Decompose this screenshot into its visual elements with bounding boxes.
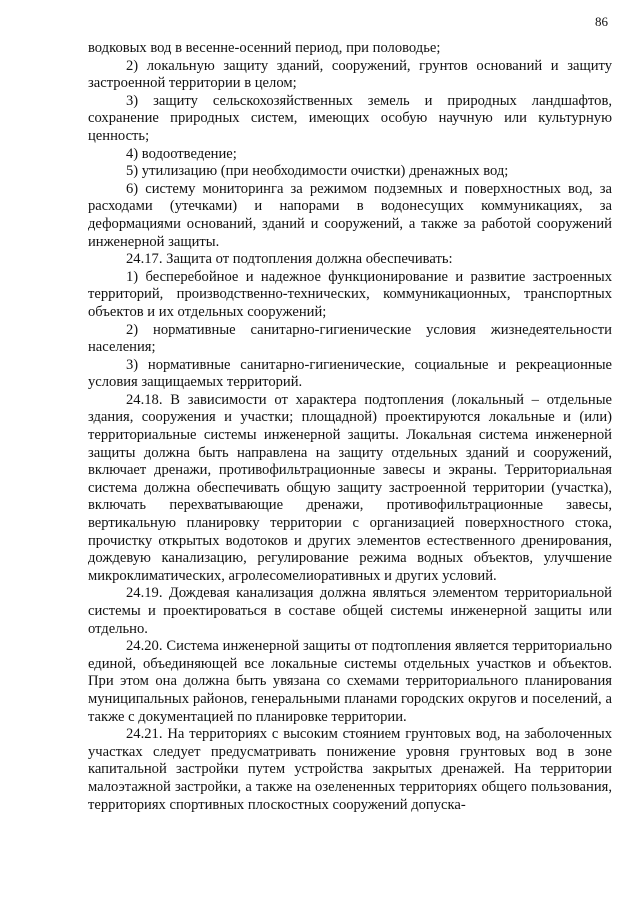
- list-item-2-sanitary-conditions: 2) нормативные санитарно-гигиенические условия жизнедеятельности населения;: [88, 321, 612, 356]
- list-item-6-monitoring: 6) систему мониторинга за режимом подземных и поверхностных вод, за расходами (утечками) и напорами в водонесущих коммуникациях, за деформациями оснований, зданий и сооружений, а также за работой сооружений инженерной защиты.: [88, 180, 612, 250]
- list-item-3-agricultural-land: 3) защиту сельскохозяйственных земель и природных ландшафтов, сохранение природных систем, имеющих особую научную или культурную ценность;: [88, 92, 612, 144]
- list-item-2-local-protection: 2) локальную защиту зданий, сооружений, грунтов оснований и защиту застроенной территории в целом;: [88, 57, 612, 92]
- paragraph-continuation: водковых вод в весенне-осенний период, при половодье;: [88, 40, 441, 56]
- section-24-18: 24.18. В зависимости от характера подтопления (локальный – отдельные здания, сооружения и участки; площадной) проектируются локальные и (или) территориальные системы инженерной защиты. Локальная система инженерной защиты должна быть направлена на защиту отдельных зданий и сооружений, включает дренажи, противофильтрационные завесы и экраны. Территориальная система должна обеспечивать общую защиту застроенной территории (участка), включать перехватывающие дренажи, противофильтрационные завесы, вертикальную планировку территории с организацией поверхностного стока, прочистку открытых водотоков и других элементов естественного дренирования, дождевую канализацию, регулирование режима водных объектов, улучшение микроклиматических, агролесомелиоративных и других условий.: [88, 391, 612, 584]
- list-item-1-functioning: 1) бесперебойное и надежное функционирование и развитие застроенных территорий, производственно-технических, коммуникационных, транспортных объектов и их отдельных сооружений;: [88, 268, 612, 320]
- document-body: [88, 40, 612, 814]
- section-24-20: 24.20. Система инженерной защиты от подтопления является территориально единой, объединяющей все локальные системы отдельных участков и объектов. При этом она должна быть увязана со схемами территориального планирования муниципальных районов, генеральными планами городских округов и поселений, а также с документацией по планировке территории.: [88, 638, 612, 725]
- section-24-17: 24.17. Защита от подтопления должна обеспечивать:: [126, 251, 453, 268]
- list-item-4-drainage: 4) водоотведение;: [126, 145, 237, 162]
- section-24-21: 24.21. На территориях с высоким стоянием грунтовых вод, на заболоченных участках следует предусматривать понижение уровня грунтовых вод в зоне капитальной застройки путем устройства закрытых дренажей. На территории малоэтажной застройки, а также на озелененных территориях общего пользования, территориях спортивных плоскостных сооружений допуска-: [88, 726, 612, 813]
- page-number: 86: [595, 14, 608, 29]
- list-item-3-recreational-conditions: 3) нормативные санитарно-гигиенические, социальные и рекреационные условия защищаемых территорий.: [88, 356, 612, 391]
- section-24-19: 24.19. Дождевая канализация должна являться элементом территориальной системы и проектироваться в составе общей системы инженерной защиты или отдельно.: [88, 585, 612, 637]
- list-item-5-utilization: 5) утилизацию (при необходимости очистки) дренажных вод;: [126, 163, 509, 180]
